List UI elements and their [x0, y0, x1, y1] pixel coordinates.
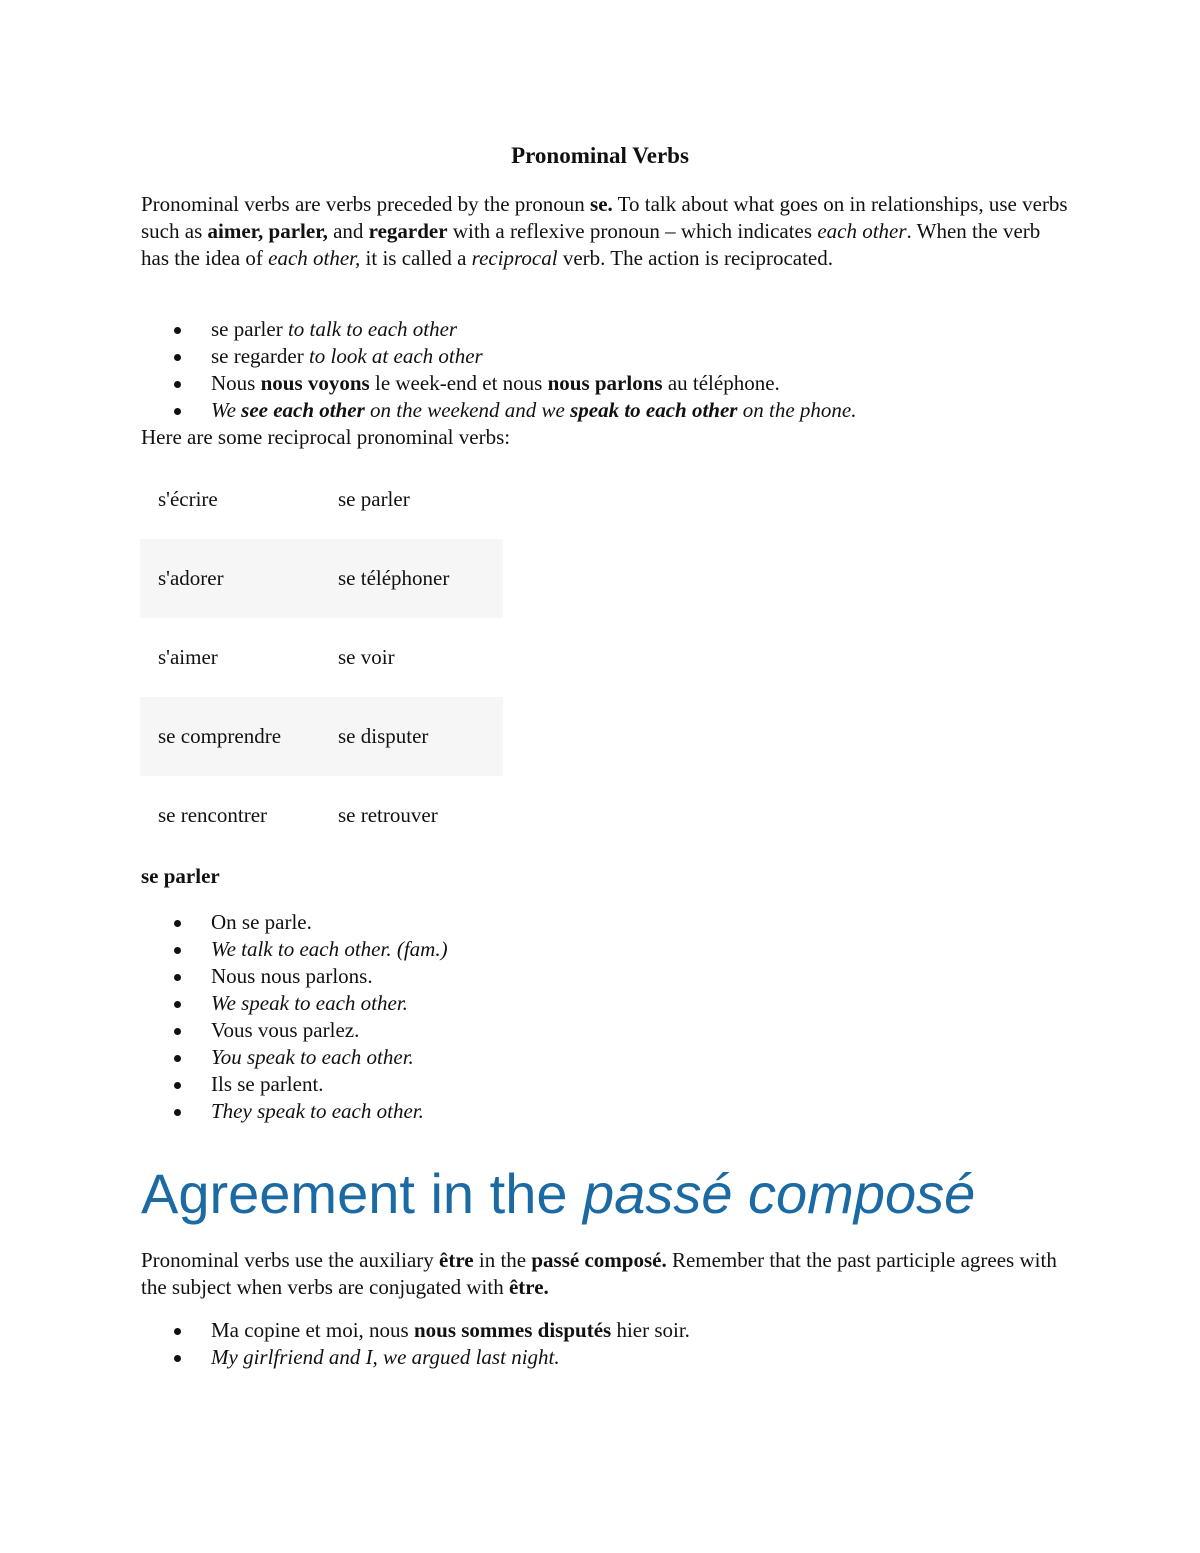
example-bold: nous sommes disputés: [413, 1318, 612, 1342]
example-translation: My girlfriend and I, we argued last night.: [211, 1345, 560, 1369]
bullet-icon: [174, 354, 181, 361]
heading-italic: passé composé: [583, 1162, 976, 1225]
bullet-icon: [174, 1109, 181, 1116]
se-parler-heading: se parler: [141, 864, 220, 888]
para-text: Pronominal verbs use the auxiliary: [141, 1248, 440, 1272]
translation-text: We speak to each other.: [211, 991, 408, 1015]
example-bold: nous parlons: [547, 371, 663, 395]
intro-text: with a reflexive pronoun – which indicates: [447, 219, 818, 243]
bullet-icon: [174, 408, 181, 415]
intro-italic: each other,: [268, 246, 361, 270]
example-text: le week-end et nous: [369, 371, 548, 395]
translation-text: They speak to each other.: [211, 1099, 424, 1123]
intro-text: verb. The action is reciprocated.: [557, 246, 834, 270]
examples-list: [141, 316, 1101, 424]
example-text: on the weekend and we: [364, 398, 571, 422]
verb-table: [140, 460, 503, 855]
example-bold: see each other: [241, 398, 365, 422]
table-cell: s'écrire: [158, 487, 218, 511]
bullet-icon: [174, 974, 181, 981]
conjugation-text: Vous vous parlez.: [211, 1018, 360, 1042]
list-item: [141, 936, 1101, 963]
example-translation: to talk to each other: [287, 317, 458, 341]
list-item: [141, 909, 1101, 936]
translation-text: We talk to each other. (fam.): [211, 937, 448, 961]
list-item: [141, 1044, 1101, 1071]
bullet-icon: [174, 381, 181, 388]
para-text: Remember that the past participle agrees with the subject when verbs are conjugated with: [141, 1248, 1057, 1299]
example-text: on the phone.: [737, 398, 857, 422]
para-bold: être: [439, 1248, 474, 1272]
intro-text: and: [327, 219, 369, 243]
table-cell: se comprendre: [140, 697, 320, 776]
para-bold: être.: [508, 1275, 549, 1299]
intro-bold: aimer, parler,: [207, 219, 328, 243]
conjugation-text: Ils se parlent.: [211, 1072, 324, 1096]
bullet-icon: [174, 327, 181, 334]
heading-text: Agreement in the: [141, 1162, 584, 1225]
example-text: au téléphone.: [662, 371, 780, 395]
list-item: [141, 1344, 1101, 1371]
list-item: [141, 343, 1101, 370]
intro-italic: each other: [817, 219, 907, 243]
table-row: [140, 697, 503, 776]
example-text: se parler: [211, 317, 288, 341]
page-title: Pronominal Verbs: [511, 143, 689, 168]
table-cell: se disputer: [320, 697, 503, 776]
example-text: se regarder: [211, 344, 309, 368]
example-translation: to look at each other: [308, 344, 483, 368]
list-item: [141, 370, 1101, 397]
para-text: in the: [473, 1248, 532, 1272]
bullet-icon: [174, 1001, 181, 1008]
intro-text: it is called a: [360, 246, 472, 270]
table-cell: s'aimer: [158, 645, 218, 669]
list-item: [141, 397, 1101, 424]
intro-italic: reciprocal: [471, 246, 558, 270]
table-cell: s'adorer: [140, 539, 320, 618]
intro-bold: se.: [590, 192, 613, 216]
table-cell: se téléphoner: [320, 539, 503, 618]
intro-text: . When the verb has the idea of: [141, 219, 1041, 270]
bullet-icon: [174, 1082, 181, 1089]
bullet-icon: [174, 1028, 181, 1035]
list-item: [141, 1017, 1101, 1044]
table-cell: se rencontrer: [158, 803, 268, 827]
example-text: Ma copine et moi, nous: [211, 1318, 414, 1342]
list-item: [141, 963, 1101, 990]
list-item: [141, 1317, 1101, 1344]
list-item: [141, 316, 1101, 343]
bullet-icon: [174, 1055, 181, 1062]
table-row: [140, 460, 503, 539]
intro-bold: regarder: [368, 219, 448, 243]
example-bold: speak to each other: [570, 398, 738, 422]
list-item: [141, 1098, 1101, 1125]
intro-paragraph: [141, 191, 1071, 272]
bullet-icon: [174, 947, 181, 954]
bullet-icon: [174, 1328, 181, 1335]
bullet-icon: [174, 1355, 181, 1362]
list-item: [141, 1071, 1101, 1098]
table-cell: se parler: [338, 487, 410, 511]
example-text: hier soir.: [611, 1318, 690, 1342]
translation-text: You speak to each other.: [211, 1045, 414, 1069]
agreement-paragraph: [141, 1247, 1071, 1301]
intro-text: To talk about what goes on in relationships, use verbs such as: [141, 192, 1068, 243]
para-bold: passé composé.: [531, 1248, 667, 1272]
list-item: [141, 990, 1101, 1017]
example-text: We: [211, 398, 242, 422]
table-row: [140, 776, 503, 855]
intro-text: Pronominal verbs are verbs preceded by the pronoun: [141, 192, 591, 216]
conjugation-text: On se parle.: [211, 910, 312, 934]
table-row: [140, 539, 503, 618]
agreement-examples: [141, 1317, 1101, 1371]
table-cell: se voir: [338, 645, 395, 669]
agreement-heading: [141, 1160, 975, 1228]
conjugation-text: Nous nous parlons.: [211, 964, 373, 988]
table-row: [140, 618, 503, 697]
example-text: Nous: [211, 371, 261, 395]
example-bold: nous voyons: [260, 371, 370, 395]
bullet-icon: [174, 920, 181, 927]
se-parler-list: [141, 909, 1101, 1125]
reciprocal-intro: Here are some reciprocal pronominal verbs:: [141, 425, 511, 449]
table-cell: se retrouver: [338, 803, 438, 827]
